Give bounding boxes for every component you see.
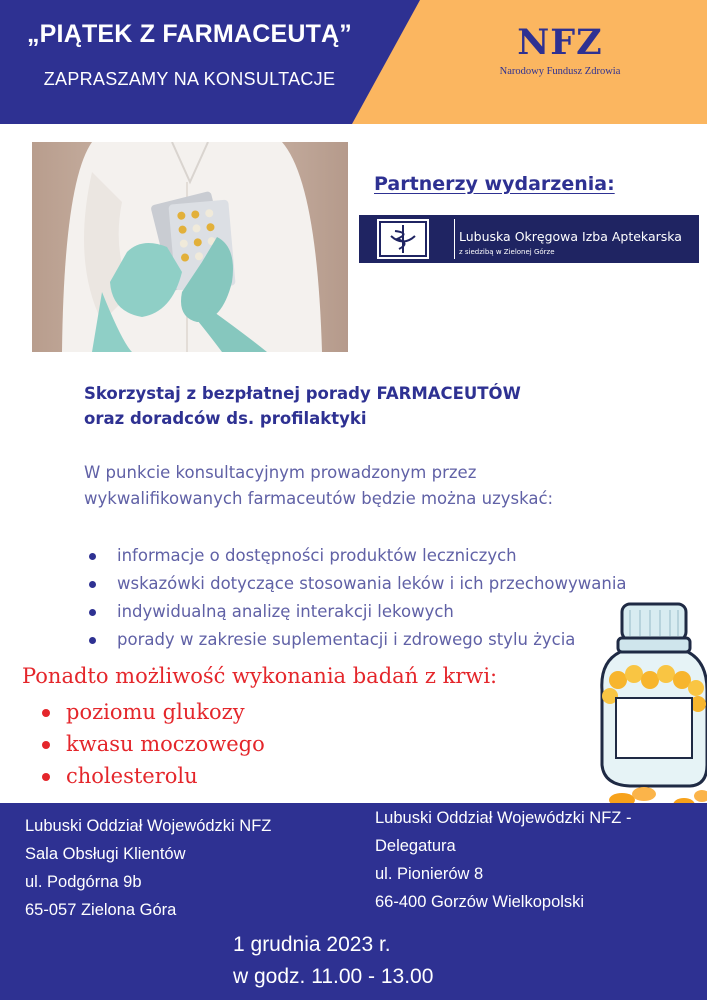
event-time: w godz. 11.00 - 13.00: [233, 965, 434, 988]
test-text: poziomu glukozy: [66, 700, 245, 724]
intro-line-1: W punkcie konsultacyjnym prowadzonym przez: [84, 463, 477, 482]
pill-jar-illustration: [590, 600, 707, 820]
list-item: [89, 626, 627, 654]
test-text: cholesterolu: [66, 764, 198, 788]
blood-tests-list: [42, 696, 265, 792]
intro-line-2: wykwalifikowanych farmaceutów będzie można uzyskać:: [84, 489, 554, 508]
event-date: 1 grudnia 2023 r.: [233, 933, 391, 956]
partner-seat: z siedzibą w Zielonej Górze: [459, 248, 555, 256]
bullet-icon: [42, 709, 50, 717]
office-address-zielona-gora: [25, 812, 271, 924]
list-item: [42, 696, 265, 728]
bullet-icon: [89, 609, 96, 616]
office-line: Lubuski Oddział Wojewódzki NFZ -: [375, 809, 632, 827]
event-subtitle: ZAPRASZAMY NA KONSULTACJE: [43, 69, 336, 89]
pharmacist-photo: [32, 142, 348, 352]
office-line: Delegatura: [375, 837, 456, 855]
intro-text: [84, 460, 553, 512]
list-item: [89, 570, 627, 598]
office-line: Sala Obsługi Klientów: [25, 845, 186, 863]
event-datetime: [233, 929, 433, 993]
nfz-logo: [485, 22, 635, 84]
bullet-icon: [42, 741, 50, 749]
offers-list: [89, 542, 627, 654]
footer: [0, 803, 707, 1000]
offer-text: indywidualną analizę interakcji lekowych: [117, 602, 454, 621]
pharmacy-emblem-icon: [377, 219, 429, 259]
office-line: Lubuski Oddział Wojewódzki NFZ: [25, 817, 272, 835]
partner-name: Lubuska Okręgowa Izba Aptekarska: [459, 229, 682, 244]
office-line: 66-400 Gorzów Wielkopolski: [375, 893, 585, 911]
offer-text: porady w zakresie suplementacji i zdrowego stylu życia: [117, 630, 576, 649]
lead-line-2: oraz doradców ds. profilaktyki: [84, 409, 367, 428]
partners-heading: Partnerzy wydarzenia:: [374, 173, 615, 195]
nfz-logo-letters: NFZ: [517, 22, 603, 63]
office-line: ul. Podgórna 9b: [25, 873, 142, 891]
bullet-icon: [89, 553, 96, 560]
partner-logo-loia: [359, 215, 699, 263]
list-item: [42, 728, 265, 760]
list-item: [42, 760, 265, 792]
blood-tests-heading: Ponadto możliwość wykonania badań z krwi:: [22, 664, 498, 688]
bullet-icon: [89, 637, 96, 644]
offer-text: wskazówki dotyczące stosowania leków i ich przechowywania: [117, 574, 627, 593]
event-title: „PIĄTEK Z FARMACEUTĄ”: [26, 20, 353, 48]
test-text: kwasu moczowego: [66, 732, 265, 756]
office-line: ul. Pionierów 8: [375, 865, 484, 883]
bullet-icon: [89, 581, 96, 588]
lead-line-1: Skorzystaj z bezpłatnej porady FARMACEUTÓW: [84, 384, 521, 403]
pharmacist-illustration: [32, 142, 348, 352]
offer-text: informacje o dostępności produktów leczniczych: [117, 546, 517, 565]
office-address-gorzow: [375, 804, 631, 916]
list-item: [89, 598, 627, 626]
nfz-logo-name: Narodowy Fundusz Zdrowia: [499, 66, 621, 77]
partner-logo-divider: [454, 219, 455, 259]
bullet-icon: [42, 773, 50, 781]
lead-text: [84, 381, 521, 431]
list-item: [89, 542, 627, 570]
office-line: 65-057 Zielona Góra: [25, 901, 177, 919]
